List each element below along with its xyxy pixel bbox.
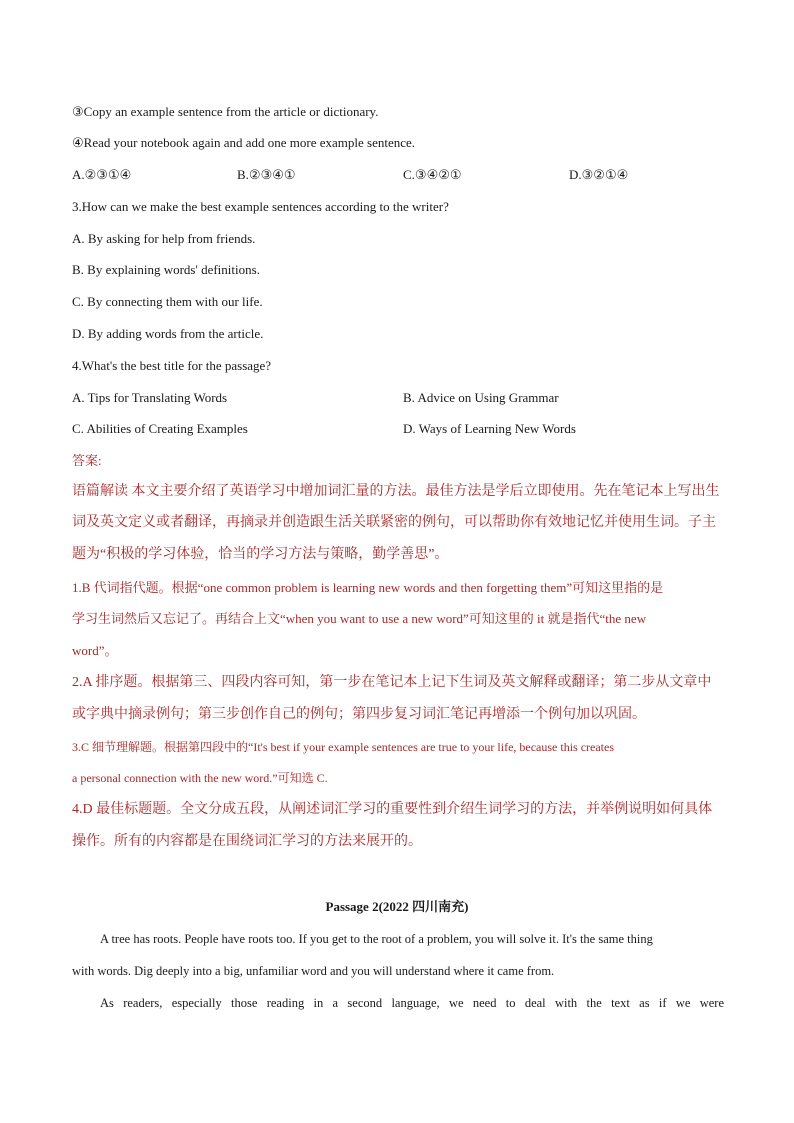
- q4-question: 4.What's the best title for the passage?: [72, 358, 272, 373]
- answer-1-line-2: 学习生词然后又忘记了。再结合上文“when you want to use a new word”可知这里的 it 就是指代“the new: [72, 611, 647, 626]
- q2-step-4: ④Read your notebook again and add one more example sentence.: [72, 135, 416, 150]
- q2-option-c: C.③④②①: [403, 167, 462, 182]
- analysis-line-1: 语篇解读 本文主要介绍了英语学习中增加词汇量的方法。最佳方法是学后立即使用。先在笔记本上写出生: [72, 484, 720, 499]
- answer-2-line-1: 2.A 排序题。根据第三、四段内容可知，第一步在笔记本上记下生词及英文解释或翻译；第二步从文章中: [72, 675, 712, 690]
- q3-option-b: B. By explaining words' definitions.: [72, 262, 260, 277]
- passage-2-paragraph-2-line-1: As readers, especially those reading in a second language, we need to deal with the text as if we were: [100, 996, 724, 1010]
- q4-option-d: D. Ways of Learning New Words: [403, 421, 576, 436]
- answer-1-line-3: word”。: [72, 643, 118, 658]
- q3-question: 3.How can we make the best example sentences according to the writer?: [72, 199, 449, 214]
- q2-step-3: ③Copy an example sentence from the article or dictionary.: [72, 104, 379, 119]
- q2-option-d: D.③②①④: [569, 167, 629, 182]
- answer-1-line-1: 1.B 代词指代题。根据“one common problem is learning new words and then forgetting them”可知这里指的是: [72, 580, 664, 595]
- analysis-line-3: 题为“积极的学习体验，恰当的学习方法与策略，勤学善思”。: [72, 547, 449, 562]
- answer-3-line-1: 3.C 细节理解题。根据第四段中的“It's best if your example sentences are true to your life, because this creates: [72, 740, 615, 754]
- analysis-line-2: 词及英文定义或者翻译，再摘录并创造跟生活关联紧密的例句，可以帮助你有效地记忆并使用生词。子主: [72, 515, 716, 530]
- passage-2-paragraph-1-line-2: with words. Dig deeply into a big, unfamiliar word and you will understand where it came from.: [72, 964, 555, 978]
- answer-4-line-1: 4.D 最佳标题题。全文分成五段，从阐述词汇学习的重要性到介绍生词学习的方法，并举例说明如何具体: [72, 802, 713, 817]
- answer-2-line-2: 或字典中摘录例句；第三步创作自己的例句；第四步复习词汇笔记再增添一个例句加以巩固。: [72, 707, 646, 722]
- answer-3-line-2: a personal connection with the new word.”可知选 C.: [72, 771, 328, 785]
- answer-label: 答案:: [72, 453, 102, 468]
- q3-option-d: D. By adding words from the article.: [72, 326, 264, 341]
- answer-4-line-2: 操作。所有的内容都是在围绕词汇学习的方法来展开的。: [72, 834, 422, 849]
- q4-option-a: A. Tips for Translating Words: [72, 390, 228, 405]
- passage-2-title: Passage 2(2022 四川南充): [325, 899, 469, 914]
- passage-2-paragraph-1-line-1: A tree has roots. People have roots too. If you get to the root of a problem, you will solve it. It's the same thing: [100, 932, 653, 946]
- q4-option-c: C. Abilities of Creating Examples: [72, 421, 248, 436]
- q2-option-b: B.②③④①: [237, 167, 296, 182]
- q2-option-a: A.②③①④: [72, 167, 132, 182]
- q3-option-c: C. By connecting them with our life.: [72, 294, 263, 309]
- q4-option-b: B. Advice on Using Grammar: [403, 390, 559, 405]
- q3-option-a: A. By asking for help from friends.: [72, 231, 256, 246]
